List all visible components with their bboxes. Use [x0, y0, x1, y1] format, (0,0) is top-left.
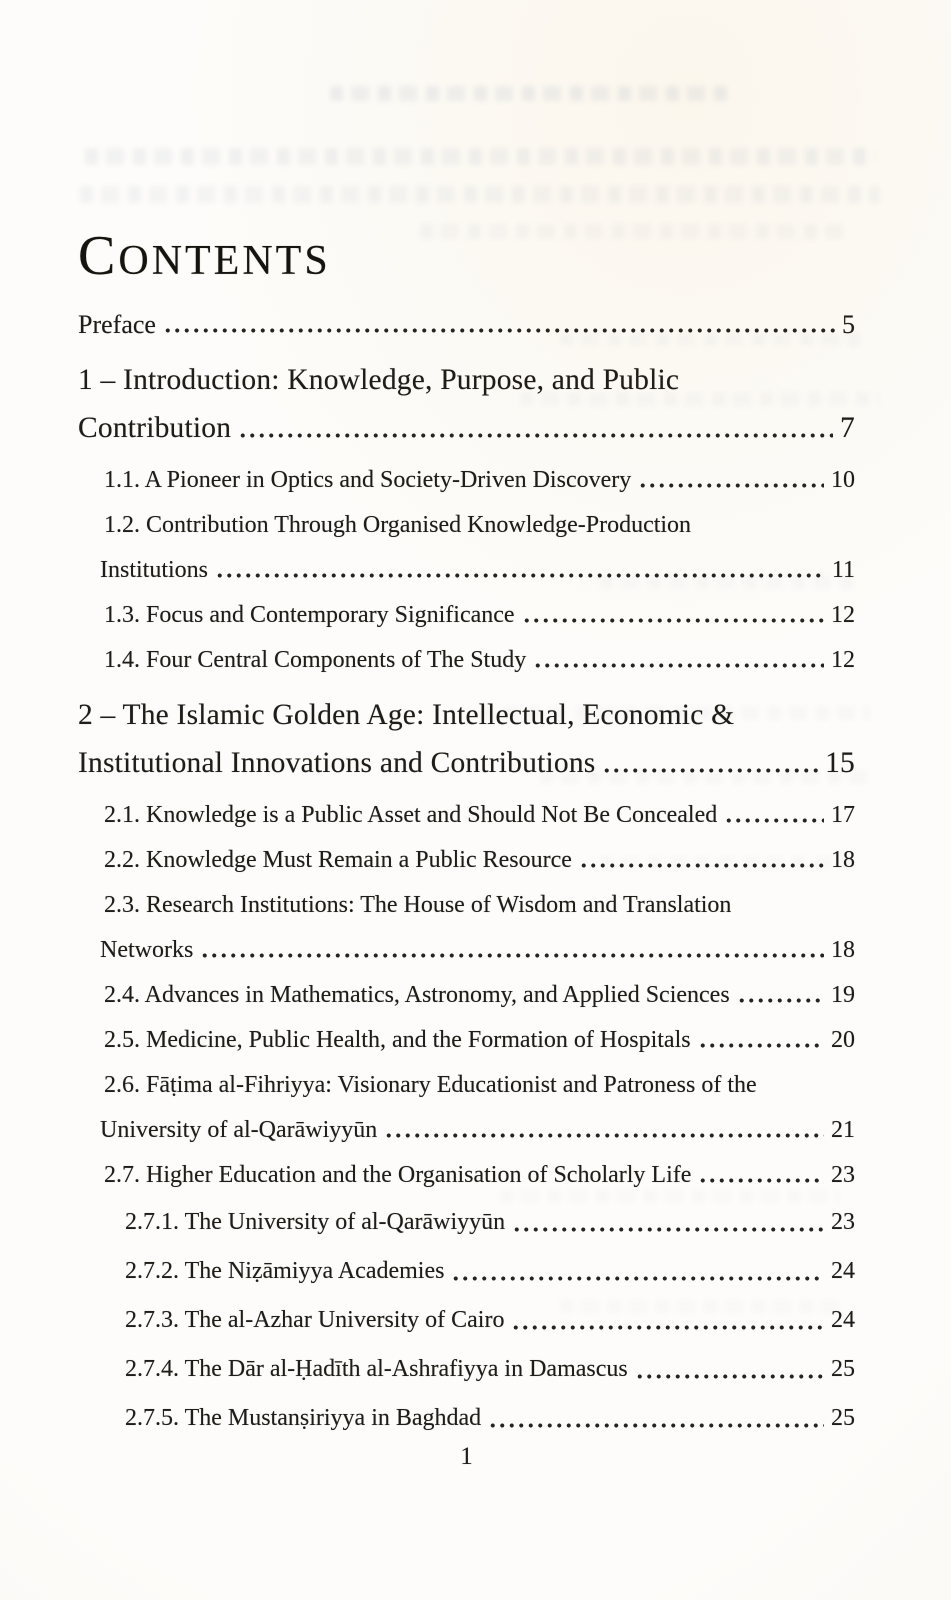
- toc-entry-title: 1 – Introduction: Knowledge, Purpose, and Public: [78, 364, 680, 396]
- page-title: [78, 225, 855, 287]
- toc-entry: [78, 1153, 855, 1198]
- toc-entry: [78, 302, 855, 348]
- toc-entry: [78, 1063, 855, 1108]
- toc-entry: [78, 638, 855, 683]
- dot-leader: [635, 1345, 824, 1394]
- toc-entry-title: University of al-Qarāwiyyūn: [100, 1117, 378, 1143]
- dot-leader: [533, 638, 824, 683]
- toc-entry-page: 19: [831, 982, 855, 1008]
- dot-leader: [698, 1153, 824, 1198]
- toc-entry-page: 17: [831, 802, 855, 828]
- dot-leader: [737, 973, 824, 1018]
- toc-entry-page: 25: [831, 1405, 855, 1431]
- toc-entry-page: 12: [831, 647, 855, 673]
- dot-leader: [638, 458, 824, 503]
- toc-entry: [78, 1198, 855, 1247]
- toc-entry: [78, 793, 855, 838]
- toc-entry-list: [78, 302, 855, 1443]
- toc-entry-title: Contribution: [78, 412, 232, 444]
- toc-entry-title: 2.7. Higher Education and the Organisation of Scholarly Life: [104, 1162, 692, 1188]
- toc-entry: [78, 739, 855, 787]
- toc-entry-title: 2.3. Research Institutions: The House of Wisdom and Translation: [104, 892, 732, 918]
- toc-entry: [78, 1296, 855, 1345]
- toc-entry: [78, 356, 855, 404]
- dot-leader: [488, 1394, 824, 1443]
- toc-entry-title: 1.1. A Pioneer in Optics and Society-Driven Discovery: [104, 467, 632, 493]
- dot-leader: [215, 548, 825, 593]
- toc-entry: [78, 548, 855, 593]
- dot-leader: [522, 593, 824, 638]
- toc-entry: [78, 593, 855, 638]
- toc-entry-title: 2.7.3. The al-Azhar University of Cairo: [125, 1307, 505, 1333]
- toc-entry: [78, 838, 855, 883]
- dot-leader: [163, 302, 835, 348]
- toc-entry: [78, 458, 855, 503]
- toc-entry: [78, 883, 855, 928]
- toc-entry-title: Preface: [78, 310, 156, 339]
- dot-leader: [724, 793, 824, 838]
- toc-entry-page: 18: [831, 847, 855, 873]
- toc-entry-page: 24: [831, 1258, 855, 1284]
- toc-entry: [78, 928, 855, 973]
- toc-entry-title: 1.4. Four Central Components of The Study: [104, 647, 527, 673]
- dot-leader: [238, 404, 833, 452]
- toc-entry-page: 7: [840, 412, 855, 444]
- toc-entry: [78, 404, 855, 452]
- toc-entry-page: 11: [831, 557, 855, 583]
- toc-entry-title: 1.2. Contribution Through Organised Knowledge-Production: [104, 512, 692, 538]
- toc-entry-title: 2.5. Medicine, Public Health, and the Formation of Hospitals: [104, 1027, 691, 1053]
- toc-entry: [78, 691, 855, 739]
- toc-entry: [78, 1018, 855, 1063]
- toc-entry-page: 23: [831, 1209, 855, 1235]
- dot-leader: [602, 739, 818, 787]
- toc-entry-page: 12: [831, 602, 855, 628]
- bleed-through-text: [80, 186, 880, 203]
- toc-entry-page: 21: [831, 1117, 855, 1143]
- toc-entry: [78, 973, 855, 1018]
- toc-entry-title: 2.4. Advances in Mathematics, Astronomy, and Applied Sciences: [104, 982, 730, 1008]
- page-title-rest: ONTENTS: [118, 238, 331, 284]
- toc-entry: [78, 503, 855, 548]
- toc-entry-title: 2.7.1. The University of al-Qarāwiyyūn: [125, 1209, 506, 1235]
- toc-entry-title: 2 – The Islamic Golden Age: Intellectual, Economic &: [78, 699, 735, 731]
- toc-entry-page: 24: [831, 1307, 855, 1333]
- toc-entry-title: 2.6. Fāṭima al-Fihriyya: Visionary Educationist and Patroness of the: [104, 1072, 757, 1098]
- toc-entry-title: 2.1. Knowledge is a Public Asset and Should Not Be Concealed: [104, 802, 718, 828]
- dot-leader: [698, 1018, 824, 1063]
- dot-leader: [511, 1296, 824, 1345]
- toc-entry-page: 18: [831, 937, 855, 963]
- toc-entry-title: 2.7.2. The Niẓāmiyya Academies: [125, 1258, 445, 1284]
- toc-entry: [78, 1108, 855, 1153]
- toc-entry-title: Institutions: [100, 557, 209, 583]
- toc-entry-page: 10: [831, 467, 855, 493]
- toc-entry-title: Networks: [100, 937, 194, 963]
- toc-entry-title: 2.2. Knowledge Must Remain a Public Resource: [104, 847, 572, 873]
- toc-entry-page: 20: [831, 1027, 855, 1053]
- bleed-through-text: [85, 148, 875, 165]
- toc-entry: [78, 1394, 855, 1443]
- toc-entry: [78, 1345, 855, 1394]
- bleed-through-text: [330, 86, 735, 101]
- toc-entry-title: 2.7.5. The Mustanṣiriyya in Baghdad: [125, 1405, 482, 1431]
- dot-leader: [384, 1108, 824, 1153]
- table-of-contents: [78, 225, 855, 1443]
- page-title-initial: C: [78, 225, 119, 287]
- toc-entry-title: 1.3. Focus and Contemporary Significance: [104, 602, 515, 628]
- toc-entry-page: 25: [831, 1356, 855, 1382]
- toc-entry-page: 23: [831, 1162, 855, 1188]
- dot-leader: [512, 1198, 824, 1247]
- toc-entry-page: 15: [825, 747, 855, 779]
- dot-leader: [579, 838, 824, 883]
- toc-entry-title: Institutional Innovations and Contributions: [78, 747, 596, 779]
- page-number: 1: [460, 1443, 473, 1470]
- toc-entry-page: 5: [842, 310, 855, 339]
- dot-leader: [451, 1247, 824, 1296]
- toc-entry: [78, 1247, 855, 1296]
- toc-entry-title: 2.7.4. The Dār al-Ḥadīth al-Ashrafiyya in Damascus: [125, 1356, 628, 1382]
- dot-leader: [200, 928, 824, 973]
